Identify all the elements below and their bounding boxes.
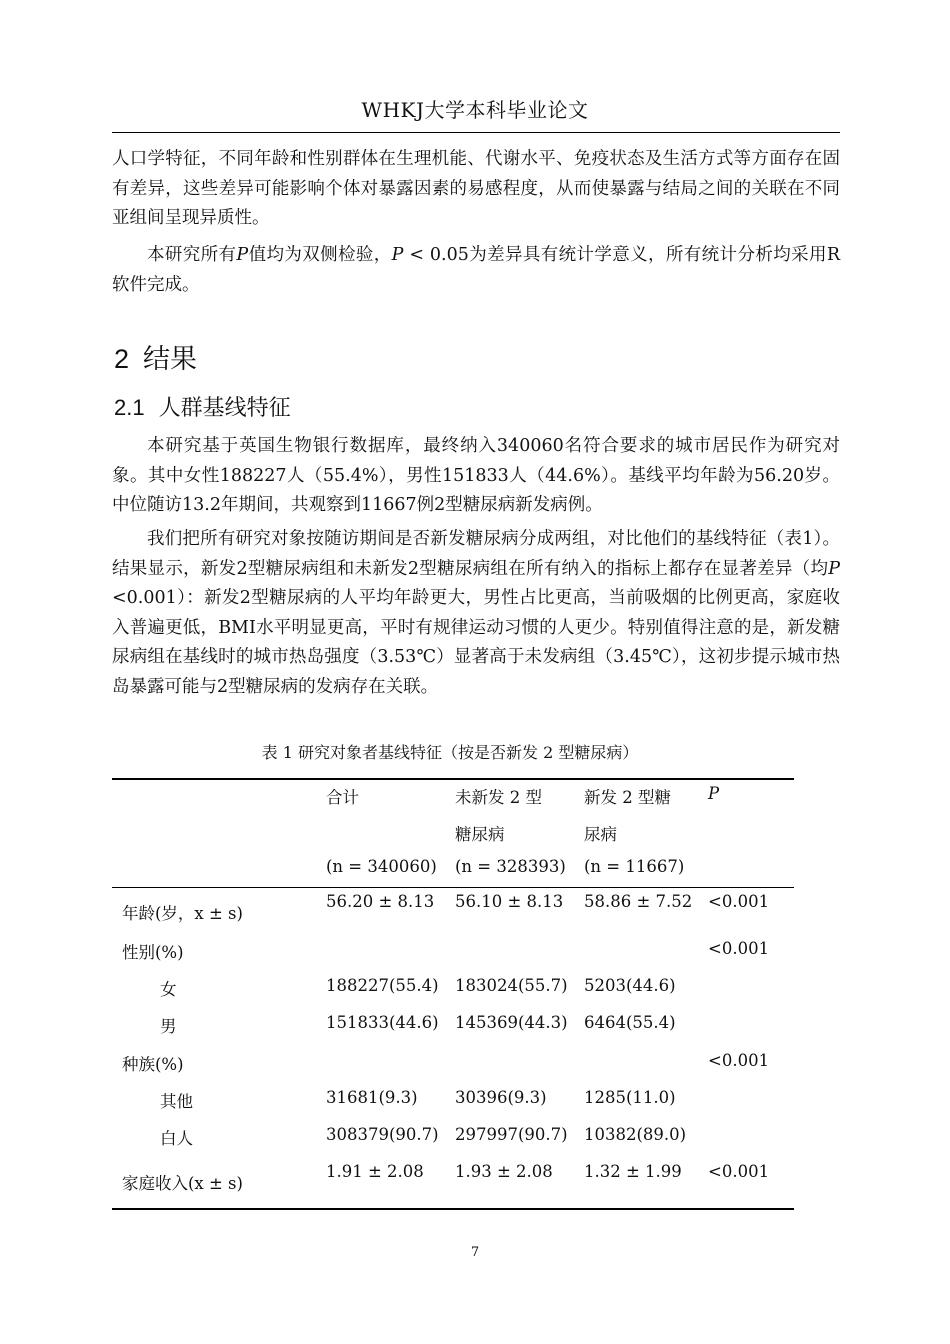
page-number: 7: [470, 1245, 480, 1260]
cell-income-no: 1.93 ± 2.08: [455, 1162, 553, 1181]
cell-sex-p: <0.001: [708, 939, 770, 958]
cell-white-total: 308379(90.7): [326, 1125, 439, 1144]
header-total-n: (n = 340060): [326, 857, 437, 876]
paragraph-text: [112, 241, 840, 300]
header-diabetes-line1: 新发 2 型糖: [584, 788, 671, 807]
cell-female-no: 183024(55.7): [455, 976, 568, 995]
row-label-other: 其他: [160, 1092, 193, 1111]
cell-male-no: 145369(44.3): [455, 1013, 568, 1032]
paragraph-text: 人口学特征，不同年龄和性别群体在生理机能、代谢水平、免疫状态及生活方式等方面存在固有差异，这些差异可能影响个体对暴露因素的易感程度，从而使暴露与结局之间的关联在不同亚组间呈现异质性。: [112, 149, 840, 228]
cell-male-yes: 6464(55.4): [584, 1013, 676, 1032]
text-run: 本研究所有: [147, 245, 237, 265]
header-no-diabetes-line2: 糖尿病: [455, 825, 505, 844]
cell-other-total: 31681(9.3): [326, 1088, 418, 1107]
paragraph-statistics: [112, 241, 840, 300]
row-label-female: 女: [160, 980, 177, 999]
text-run: 值均为双侧检验，: [248, 245, 392, 265]
cell-male-total: 151833(44.6): [326, 1013, 439, 1032]
text-run: <0.001）：新发2型糖尿病的人平均年龄更大，男性占比更高，当前吸烟的比例更高，家庭收入普遍更低，BMI水平明显更高，平时有规律运动习惯的人更少。特别值得注意的是，新发糖尿病组在基线时的城市热岛强度（3.53℃）显著高于未发病组（3.45℃），这初步提示城市热岛暴露可能与2型糖尿病的发病存在关联。: [112, 588, 840, 697]
cell-age-yes: 58.86 ± 7.52: [584, 892, 693, 911]
row-label-white: 白人: [160, 1129, 193, 1148]
row-label-sex: 性别(%): [122, 943, 184, 962]
table-top-rule: [112, 778, 794, 780]
cell-income-p: <0.001: [708, 1162, 770, 1181]
cell-other-no: 30396(9.3): [455, 1088, 547, 1107]
header-diabetes-n: (n = 11667): [584, 857, 685, 876]
header-diabetes-line2: 尿病: [584, 825, 617, 844]
row-label-age: 年龄(岁，x ± s): [122, 904, 243, 923]
cell-age-no: 56.10 ± 8.13: [455, 892, 564, 911]
text-run: 我们把所有研究对象按随访期间是否新发糖尿病分成两组，对比他们的基线特征（表1）。结果显示，新发2型糖尿病组和未新发2型糖尿病组在所有纳入的指标上都存在显著差异（均: [112, 529, 840, 579]
cell-age-p: <0.001: [708, 892, 770, 911]
text-run: < 0.05为差异具有统计学意义，所有统计分析均采用R软件完成。: [112, 245, 841, 295]
cell-income-yes: 1.32 ± 1.99: [584, 1162, 682, 1181]
cell-other-yes: 1285(11.0): [584, 1088, 676, 1107]
table-bottom-rule: [112, 1208, 794, 1210]
row-label-male: 男: [160, 1017, 177, 1036]
table-header-rule: [112, 887, 794, 888]
running-header: WHKJ大学本科毕业论文: [361, 98, 589, 122]
paragraph-comparison: [112, 525, 840, 702]
header-rule: [112, 132, 840, 133]
p-symbol: P: [236, 245, 249, 265]
row-label-race: 种族(%): [122, 1055, 184, 1074]
header-p: P: [708, 784, 720, 803]
cell-income-total: 1.91 ± 2.08: [326, 1162, 424, 1181]
header-total: 合计: [326, 788, 359, 807]
paragraph-text: 本研究基于英国生物银行数据库，最终纳入340060名符合要求的城市居民作为研究对象。其中女性188227人（55.4%），男性151833人（44.6%）。基线平均年龄为56.20岁。中位随访13.2年期间，共观察到11667例2型糖尿病新发病例。: [112, 436, 840, 515]
section-heading: [114, 337, 197, 376]
row-label-income: 家庭收入(x ± s): [122, 1174, 243, 1193]
cell-female-yes: 5203(44.6): [584, 976, 676, 995]
header-no-diabetes-line1: 未新发 2 型: [455, 788, 542, 807]
subsection-heading: [114, 391, 291, 422]
cell-race-p: <0.001: [708, 1051, 770, 1070]
p-symbol: P: [828, 558, 840, 579]
section-number: 2: [114, 344, 130, 374]
header-no-diabetes-n: (n = 328393): [455, 857, 566, 876]
cell-female-total: 188227(55.4): [326, 976, 439, 995]
table-caption: 表 1 研究对象者基线特征（按是否新发 2 型糖尿病）: [261, 743, 639, 762]
p-symbol: P: [391, 245, 404, 265]
paragraph-subgroup-rationale: [112, 145, 840, 234]
paragraph-text: [112, 525, 840, 702]
cell-white-yes: 10382(89.0): [584, 1125, 687, 1144]
subsection-title: 人群基线特征: [158, 396, 291, 421]
paragraph-cohort: [112, 432, 840, 521]
cell-white-no: 297997(90.7): [455, 1125, 568, 1144]
subsection-number: 2.1: [114, 395, 145, 420]
cell-age-total: 56.20 ± 8.13: [326, 892, 435, 911]
section-title: 结果: [143, 344, 198, 375]
